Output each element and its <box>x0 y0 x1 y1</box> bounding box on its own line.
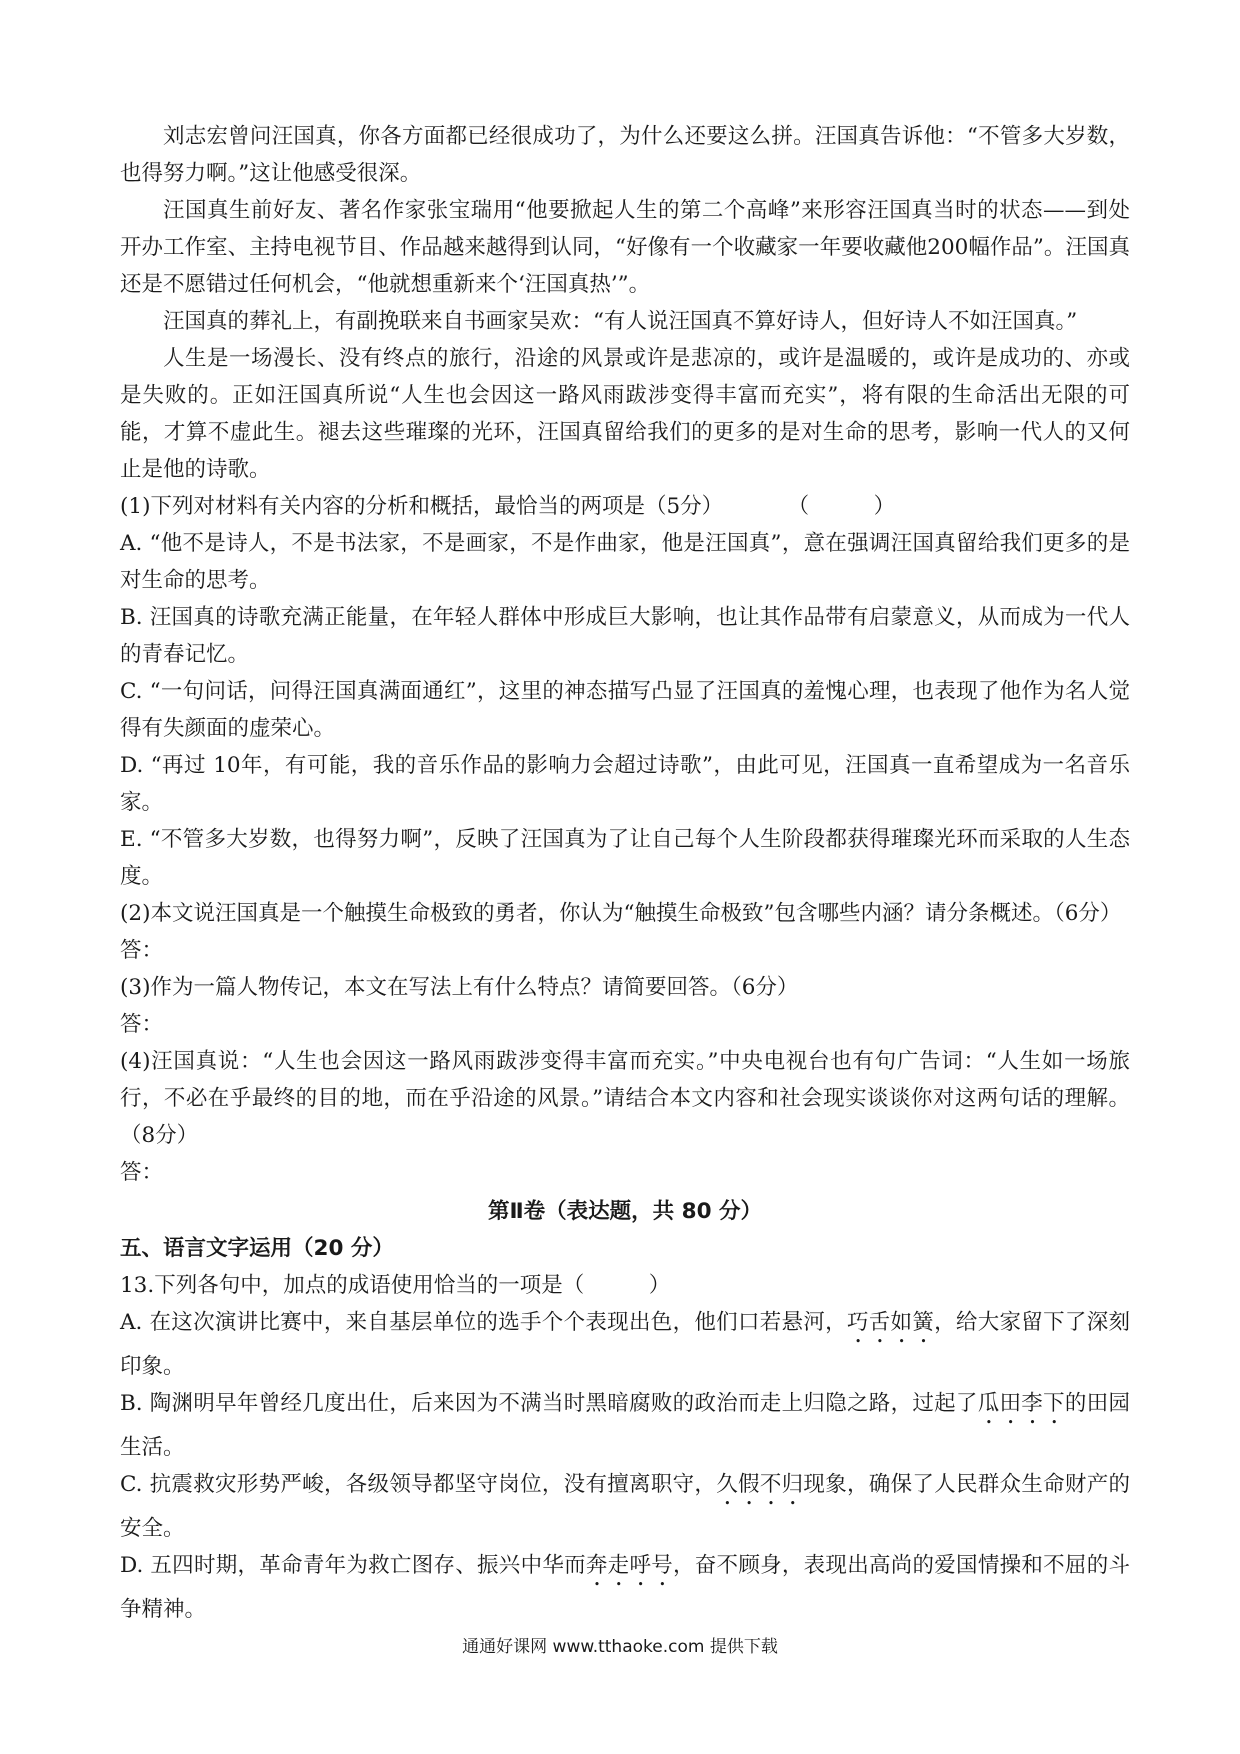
question-4-stem: (4)汪国真说：“人生也会因这一路风雨跋涉变得丰富而充实。”中央电视台也有句广告词：“人生如一场旅行，不必在乎最终的目的地，而在乎沿途的风景。”请结合本文内容和社会现实谈谈你对这两句话的理解。（8分） <box>120 1049 1130 1148</box>
option-text: 的田园生活。 <box>120 1391 1130 1460</box>
option-text: D. 五四时期，革命青年为救亡图存、振兴中华而 <box>120 1553 586 1578</box>
option-text: C. 抗震救灾形势严峻，各级领导都坚守岗位，没有擅离职守， <box>120 1472 717 1497</box>
document-page <box>120 118 1130 1628</box>
question-13-option-a <box>120 1304 1130 1385</box>
question-1-option-e: E. “不管多大岁数，也得努力啊”，反映了汪国真为了让自己每个人生阶段都获得璀璨光环而采取的人生态度。 <box>120 827 1130 889</box>
question-13-stem: 13.下列各句中，加点的成语使用恰当的一项是（ ） <box>120 1273 671 1298</box>
question-1-option-d: D. “再过 10年，有可能，我的音乐作品的影响力会超过诗歌”，由此可见，汪国真一直希望成为一名音乐家。 <box>120 753 1130 815</box>
option-text: 现象，确保了人民群众生命财产的安全。 <box>120 1472 1130 1541</box>
question-1-stem: (1)下列对材料有关内容的分析和概括，最恰当的两项是（5分） （ ） <box>120 494 896 519</box>
question-4-answer: 答： <box>120 1160 164 1185</box>
question-2-stem: (2)本文说汪国真是一个触摸生命极致的勇者，你认为“触摸生命极致”包含哪些内涵？请分条概述。（6分） <box>120 901 1122 926</box>
article-paragraph: 刘志宏曾问汪国真，你各方面都已经很成功了，为什么还要这么拼。汪国真告诉他：“不管多大岁数，也得努力啊。”这让他感受很深。 <box>120 124 1130 186</box>
option-text: ，奋不顾身，表现出高尚的爱国情操和不屈的斗争精神。 <box>120 1553 1130 1622</box>
question-3-stem: (3)作为一篇人物传记，本文在写法上有什么特点？请简要回答。（6分） <box>120 975 799 1000</box>
article-paragraph: 人生是一场漫长、没有终点的旅行，沿途的风景或许是悲凉的，或许是温暖的，或许是成功的、亦或是失败的。正如汪国真所说“人生也会因这一路风雨跋涉变得丰富而充实”，将有限的生命活出无限的可能，才算不虚此生。褪去这些璀璨的光环，汪国真留给我们的更多的是对生命的思考，影响一代人的又何止是他的诗歌。 <box>120 346 1130 482</box>
option-text: A. 在这次演讲比赛中，来自基层单位的选手个个表现出色，他们口若悬河， <box>120 1310 847 1335</box>
option-text: ，给大家留下了深刻印象。 <box>120 1310 1130 1379</box>
option-text: B. 陶渊明早年曾经几度出仕，后来因为不满当时黑暗腐败的政治而走上归隐之路，过起了 <box>120 1391 978 1416</box>
dotted-idiom: 奔走呼号 <box>585 1553 673 1578</box>
dotted-idiom: 久假不归 <box>716 1472 804 1497</box>
dotted-idiom: 瓜田李下 <box>977 1391 1065 1416</box>
question-2-answer: 答： <box>120 938 164 963</box>
question-1-option-a: A. “他不是诗人，不是书法家，不是画家，不是作曲家，他是汪国真”，意在强调汪国真留给我们更多的是对生命的思考。 <box>120 531 1130 593</box>
question-13-option-d <box>120 1547 1130 1628</box>
question-13-option-c <box>120 1466 1130 1547</box>
question-3-answer: 答： <box>120 1012 164 1037</box>
part-2-title: 第Ⅱ卷（表达题，共 80 分） <box>487 1199 763 1224</box>
article-paragraph: 汪国真的葬礼上，有副挽联来自书画家吴欢：“有人说汪国真不算好诗人，但好诗人不如汪国真。” <box>163 309 1078 334</box>
question-1-option-b: B. 汪国真的诗歌充满正能量，在年轻人群体中形成巨大影响，也让其作品带有启蒙意义，从而成为一代人的青春记忆。 <box>120 605 1130 667</box>
article-paragraph: 汪国真生前好友、著名作家张宝瑞用“他要掀起人生的第二个高峰”来形容汪国真当时的状态——到处开办工作室、主持电视节目、作品越来越得到认同，“好像有一个收藏家一年要收藏他200幅作品”。汪国真还是不愿错过任何机会，“他就想重新来个‘汪国真热’”。 <box>120 198 1130 297</box>
question-13-option-b <box>120 1385 1130 1466</box>
dotted-idiom: 巧舌如簧 <box>846 1310 935 1335</box>
page-footer: 通通好课网 www.tthaoke.com 提供下载 <box>462 1637 778 1657</box>
question-1-option-c: C. “一句问话，问得汪国真满面通红”，这里的神态描写凸显了汪国真的羞愧心理，也表现了他作为名人觉得有失颜面的虚荣心。 <box>120 679 1130 741</box>
section-5-title: 五、语言文字运用（20 分） <box>120 1236 394 1261</box>
